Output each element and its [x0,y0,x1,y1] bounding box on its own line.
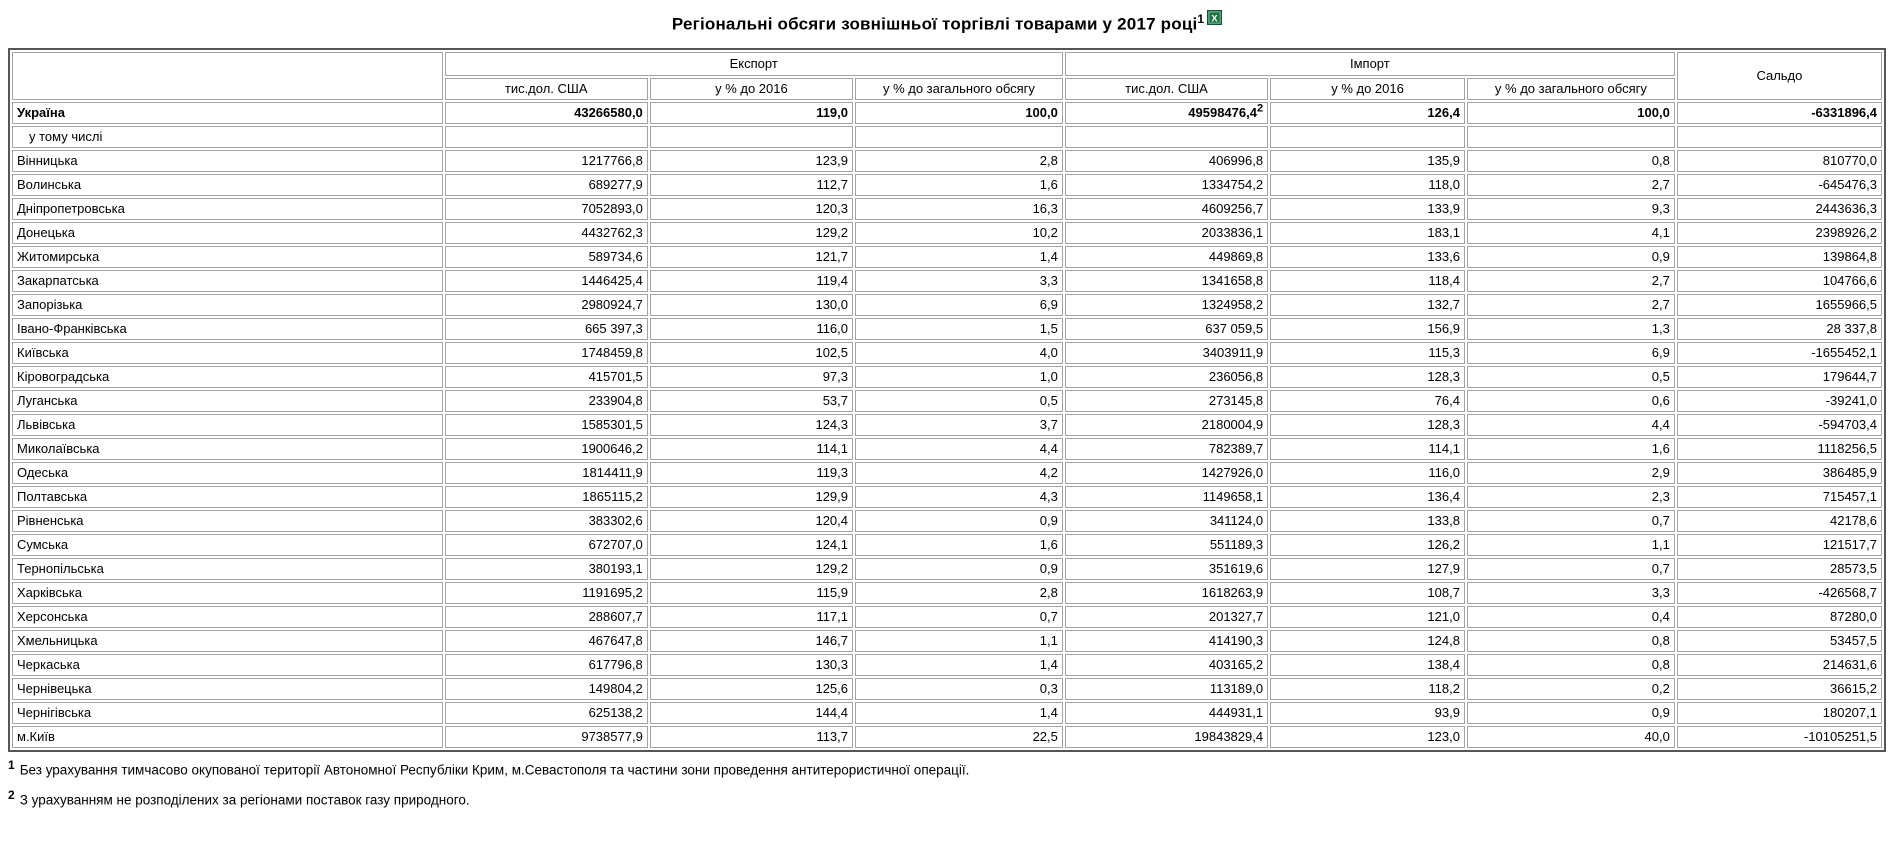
value-cell: 0,8 [1467,150,1675,172]
value-cell: 10,2 [855,222,1063,244]
value-cell: 117,1 [650,606,853,628]
value-cell: 123,9 [650,150,853,172]
svg-text:X: X [1211,13,1218,24]
value-cell: 1,6 [1467,438,1675,460]
value-cell: 124,1 [650,534,853,556]
value-cell: 144,4 [650,702,853,724]
value-cell: 1427926,0 [1065,462,1268,484]
value-cell: 28573,5 [1677,558,1882,580]
value-cell: 1,4 [855,702,1063,724]
value-cell: 16,3 [855,198,1063,220]
table-row [12,630,1882,652]
value-cell: 341124,0 [1065,510,1268,532]
value-cell: 128,3 [1270,414,1465,436]
value-cell: 146,7 [650,630,853,652]
value-cell: 0,6 [1467,390,1675,412]
value-cell: 7052893,0 [445,198,648,220]
value-cell: 119,3 [650,462,853,484]
value-cell: 617796,8 [445,654,648,676]
value-cell: 130,0 [650,294,853,316]
column-header-export-usd: тис.дол. США [445,78,648,100]
value-cell: 156,9 [1270,318,1465,340]
value-cell: 118,2 [1270,678,1465,700]
value-cell: 125,6 [650,678,853,700]
value-cell: -10105251,5 [1677,726,1882,748]
value-cell: 4,1 [1467,222,1675,244]
value-cell: 100,0 [1467,102,1675,124]
table-row [12,654,1882,676]
value-cell: 139864,8 [1677,246,1882,268]
value-cell: 2180004,9 [1065,414,1268,436]
value-cell: 414190,3 [1065,630,1268,652]
value-cell: 53457,5 [1677,630,1882,652]
region-name-cell: Україна [12,102,443,124]
table-row [12,390,1882,412]
corner-cell [12,52,443,100]
value-cell: 4,0 [855,342,1063,364]
table-row [12,726,1882,748]
value-cell: 383302,6 [445,510,648,532]
trade-table [8,48,1886,752]
value-cell: 118,0 [1270,174,1465,196]
value-cell: 1191695,2 [445,582,648,604]
value-cell: 100,0 [855,102,1063,124]
region-name-cell: Черкаська [12,654,443,676]
value-cell: 273145,8 [1065,390,1268,412]
footnote-ref-2: 2 [1256,103,1264,115]
value-cell: 0,7 [855,606,1063,628]
value-cell: 0,2 [1467,678,1675,700]
footnote-1-ref: 1 [8,758,15,773]
excel-export-icon[interactable] [1207,10,1222,32]
value-cell: 128,3 [1270,366,1465,388]
value-cell: 112,7 [650,174,853,196]
region-name-cell: Херсонська [12,606,443,628]
footnote-1 [8,756,1886,780]
value-cell: 119,4 [650,270,853,292]
value-cell: 1,4 [855,654,1063,676]
value-cell: 129,2 [650,222,853,244]
value-cell: 126,4 [1270,102,1465,124]
table-row [12,534,1882,556]
region-name-cell: Харківська [12,582,443,604]
footnote-2-text: З урахуванням не розподілених за регіонами поставок газу природного. [19,792,470,808]
value-cell: 28 337,8 [1677,318,1882,340]
section-label-row [12,126,1882,148]
value-cell: 233904,8 [445,390,648,412]
value-cell: -645476,3 [1677,174,1882,196]
value-cell: 6,9 [1467,342,1675,364]
value-cell: 133,6 [1270,246,1465,268]
value-cell: 1149658,1 [1065,486,1268,508]
value-cell: 1,1 [855,630,1063,652]
region-name-cell: Полтавська [12,486,443,508]
value-cell: 4,4 [1467,414,1675,436]
value-cell: 625138,2 [445,702,648,724]
value-cell: 2,9 [1467,462,1675,484]
value-cell: 1341658,8 [1065,270,1268,292]
value-cell: 0,5 [855,390,1063,412]
value-cell: -39241,0 [1677,390,1882,412]
value-cell: 121,0 [1270,606,1465,628]
value-cell: 19843829,4 [1065,726,1268,748]
value-cell: 715457,1 [1677,486,1882,508]
value-cell: 108,7 [1270,582,1465,604]
value-cell: 4,3 [855,486,1063,508]
table-row [12,342,1882,364]
column-header-import-pct2016: у % до 2016 [1270,78,1465,100]
value-cell: 1324958,2 [1065,294,1268,316]
value-cell: 6,9 [855,294,1063,316]
value-cell: 113189,0 [1065,678,1268,700]
value-cell: 124,8 [1270,630,1465,652]
value-cell: 132,7 [1270,294,1465,316]
table-row [12,270,1882,292]
value-cell: 406996,8 [1065,150,1268,172]
value-cell: 124,3 [650,414,853,436]
value-cell: 1585301,5 [445,414,648,436]
region-name-cell: Львівська [12,414,443,436]
region-name-cell: Одеська [12,462,443,484]
table-row [12,438,1882,460]
table-row [12,198,1882,220]
region-name-cell: Сумська [12,534,443,556]
value-cell: 2033836,1 [1065,222,1268,244]
region-name-cell: Миколаївська [12,438,443,460]
value-cell: 2443636,3 [1677,198,1882,220]
value-cell-with-footnote [1065,102,1268,124]
value-cell: 116,0 [650,318,853,340]
header-group-row [12,52,1882,76]
value-cell: 637 059,5 [1065,318,1268,340]
value-cell: 115,3 [1270,342,1465,364]
table-body [12,102,1882,748]
value-cell: 36615,2 [1677,678,1882,700]
value-cell: 0,9 [855,510,1063,532]
value-cell: 123,0 [1270,726,1465,748]
value-cell: 467647,8 [445,630,648,652]
table-row [12,150,1882,172]
value-cell: 1446425,4 [445,270,648,292]
value-cell: 551189,3 [1065,534,1268,556]
value-cell: 665 397,3 [445,318,648,340]
value-cell: 127,9 [1270,558,1465,580]
value-cell: 2,7 [1467,174,1675,196]
value-cell: 2980924,7 [445,294,648,316]
value-cell: 43266580,0 [445,102,648,124]
column-group-export: Експорт [445,52,1063,76]
value-cell: 0,3 [855,678,1063,700]
value-cell: 1334754,2 [1065,174,1268,196]
table-row [12,582,1882,604]
region-name-cell: Чернівецька [12,678,443,700]
region-name-cell: Запорізька [12,294,443,316]
value-cell: 1748459,8 [445,342,648,364]
value-cell: 2,7 [1467,294,1675,316]
value-cell: 810770,0 [1677,150,1882,172]
region-name-cell: м.Київ [12,726,443,748]
footnote-1-text: Без урахування тимчасово окупованої території Автономної Республіки Крим, м.Севастополя та частини зони проведення антитерористичної операції. [19,762,970,778]
table-row [12,486,1882,508]
value-cell: 129,2 [650,558,853,580]
column-header-export-pct2016: у % до 2016 [650,78,853,100]
value-cell: 1,3 [1467,318,1675,340]
table-row [12,246,1882,268]
title-footnote-ref: 1 [1197,12,1205,26]
table-row [12,702,1882,724]
value-cell: 149804,2 [445,678,648,700]
value-cell: 0,9 [1467,246,1675,268]
column-header-import-pcttotal: у % до загального обсягу [1467,78,1675,100]
value-cell: 2,7 [1467,270,1675,292]
value-cell: 0,9 [855,558,1063,580]
empty-cell [1467,126,1675,148]
region-name-cell: Тернопільська [12,558,443,580]
value-cell: 4609256,7 [1065,198,1268,220]
value-cell: 403165,2 [1065,654,1268,676]
table-row [12,318,1882,340]
value-cell: 183,1 [1270,222,1465,244]
table-row [12,366,1882,388]
value-cell: -1655452,1 [1677,342,1882,364]
value-cell: 135,9 [1270,150,1465,172]
value-cell: 0,9 [1467,702,1675,724]
value-cell: 386485,9 [1677,462,1882,484]
value-cell: 415701,5 [445,366,648,388]
value-cell: 3,3 [1467,582,1675,604]
value-cell: 689277,9 [445,174,648,196]
region-name-cell: Хмельницька [12,630,443,652]
section-label-cell: у тому числі [12,126,443,148]
value-cell: 126,2 [1270,534,1465,556]
region-name-cell: Житомирська [12,246,443,268]
empty-cell [445,126,648,148]
value-cell: 3403911,9 [1065,342,1268,364]
value-cell: 782389,7 [1065,438,1268,460]
region-name-cell: Закарпатська [12,270,443,292]
value-cell: 444931,1 [1065,702,1268,724]
value-cell: 4,4 [855,438,1063,460]
value-cell: 1865115,2 [445,486,648,508]
value-cell: 214631,6 [1677,654,1882,676]
column-header-export-pcttotal: у % до загального обсягу [855,78,1063,100]
value-cell: 130,3 [650,654,853,676]
value-cell: 0,8 [1467,630,1675,652]
value-cell: 116,0 [1270,462,1465,484]
value-cell: 672707,0 [445,534,648,556]
value-cell: 42178,6 [1677,510,1882,532]
table-row [12,678,1882,700]
value-cell: 4,2 [855,462,1063,484]
value-cell: 449869,8 [1065,246,1268,268]
title-row [8,8,1886,36]
value-cell: 1217766,8 [445,150,648,172]
value-cell: -426568,7 [1677,582,1882,604]
value-cell: 0,7 [1467,558,1675,580]
value-cell: 102,5 [650,342,853,364]
value-cell: 4432762,3 [445,222,648,244]
value-cell: 2,3 [1467,486,1675,508]
region-name-cell: Івано-Франківська [12,318,443,340]
value-cell: 115,9 [650,582,853,604]
value-cell: 136,4 [1270,486,1465,508]
value-cell: 118,4 [1270,270,1465,292]
value-cell: 2,8 [855,150,1063,172]
footnote-2-ref: 2 [8,787,15,802]
value-cell: 22,5 [855,726,1063,748]
empty-cell [1065,126,1268,148]
value-cell: 9738577,9 [445,726,648,748]
value-cell: 76,4 [1270,390,1465,412]
footnote-2 [8,786,1886,810]
value-cell: 119,0 [650,102,853,124]
value-cell: 1,1 [1467,534,1675,556]
value-cell: 1,6 [855,534,1063,556]
footnotes [8,756,1886,809]
value-cell: 133,8 [1270,510,1465,532]
value-cell: 3,7 [855,414,1063,436]
value-cell: 104766,6 [1677,270,1882,292]
table-row [12,174,1882,196]
value-cell: 93,9 [1270,702,1465,724]
table-row [12,414,1882,436]
value-cell: 1,5 [855,318,1063,340]
region-name-cell: Дніпропетровська [12,198,443,220]
value-cell: -6331896,4 [1677,102,1882,124]
value-cell: 1,0 [855,366,1063,388]
table-row [12,510,1882,532]
value-cell: 2398926,2 [1677,222,1882,244]
page-title: Регіональні обсяги зовнішньої торгівлі товарами у 2017 році [671,14,1198,34]
value-cell: 114,1 [650,438,853,460]
value-cell: 2,8 [855,582,1063,604]
value-cell: 589734,6 [445,246,648,268]
value-cell: 121,7 [650,246,853,268]
empty-cell [650,126,853,148]
value-cell: -594703,4 [1677,414,1882,436]
value-cell: 113,7 [650,726,853,748]
table-row [12,462,1882,484]
value-cell: 0,5 [1467,366,1675,388]
value-cell: 120,3 [650,198,853,220]
total-row-ukraine [12,102,1882,124]
value-cell: 236056,8 [1065,366,1268,388]
region-name-cell: Луганська [12,390,443,412]
table-row [12,222,1882,244]
value-cell: 1655966,5 [1677,294,1882,316]
value-cell: 0,4 [1467,606,1675,628]
value-cell: 53,7 [650,390,853,412]
value-cell: 1118256,5 [1677,438,1882,460]
value-cell: 129,9 [650,486,853,508]
region-name-cell: Київська [12,342,443,364]
empty-cell [1677,126,1882,148]
value-cell: 380193,1 [445,558,648,580]
value-cell: 288607,7 [445,606,648,628]
table-row [12,558,1882,580]
column-header-saldo: Сальдо [1677,52,1882,100]
value-cell: 97,3 [650,366,853,388]
value-cell: 179644,7 [1677,366,1882,388]
value-cell: 0,8 [1467,654,1675,676]
value-cell: 1814411,9 [445,462,648,484]
value-cell: 351619,6 [1065,558,1268,580]
value-cell: 1900646,2 [445,438,648,460]
region-name-cell: Рівненська [12,510,443,532]
empty-cell [855,126,1063,148]
value-cell: 87280,0 [1677,606,1882,628]
value-cell: 1,6 [855,174,1063,196]
value-cell: 114,1 [1270,438,1465,460]
column-header-import-usd: тис.дол. США [1065,78,1268,100]
value-cell: 120,4 [650,510,853,532]
region-name-cell: Вінницька [12,150,443,172]
value-cell: 0,7 [1467,510,1675,532]
table-row [12,606,1882,628]
value-cell: 138,4 [1270,654,1465,676]
region-name-cell: Донецька [12,222,443,244]
value-cell: 180207,1 [1677,702,1882,724]
value-cell: 121517,7 [1677,534,1882,556]
value-cell: 3,3 [855,270,1063,292]
table-row [12,294,1882,316]
region-name-cell: Чернігівська [12,702,443,724]
value-cell: 9,3 [1467,198,1675,220]
column-group-import: Імпорт [1065,52,1675,76]
empty-cell [1270,126,1465,148]
value-text: 49598476,4 [1188,105,1257,121]
region-name-cell: Волинська [12,174,443,196]
value-cell: 1618263,9 [1065,582,1268,604]
value-cell: 201327,7 [1065,606,1268,628]
value-cell: 1,4 [855,246,1063,268]
region-name-cell: Кіровоградська [12,366,443,388]
value-cell: 40,0 [1467,726,1675,748]
value-cell: 133,9 [1270,198,1465,220]
